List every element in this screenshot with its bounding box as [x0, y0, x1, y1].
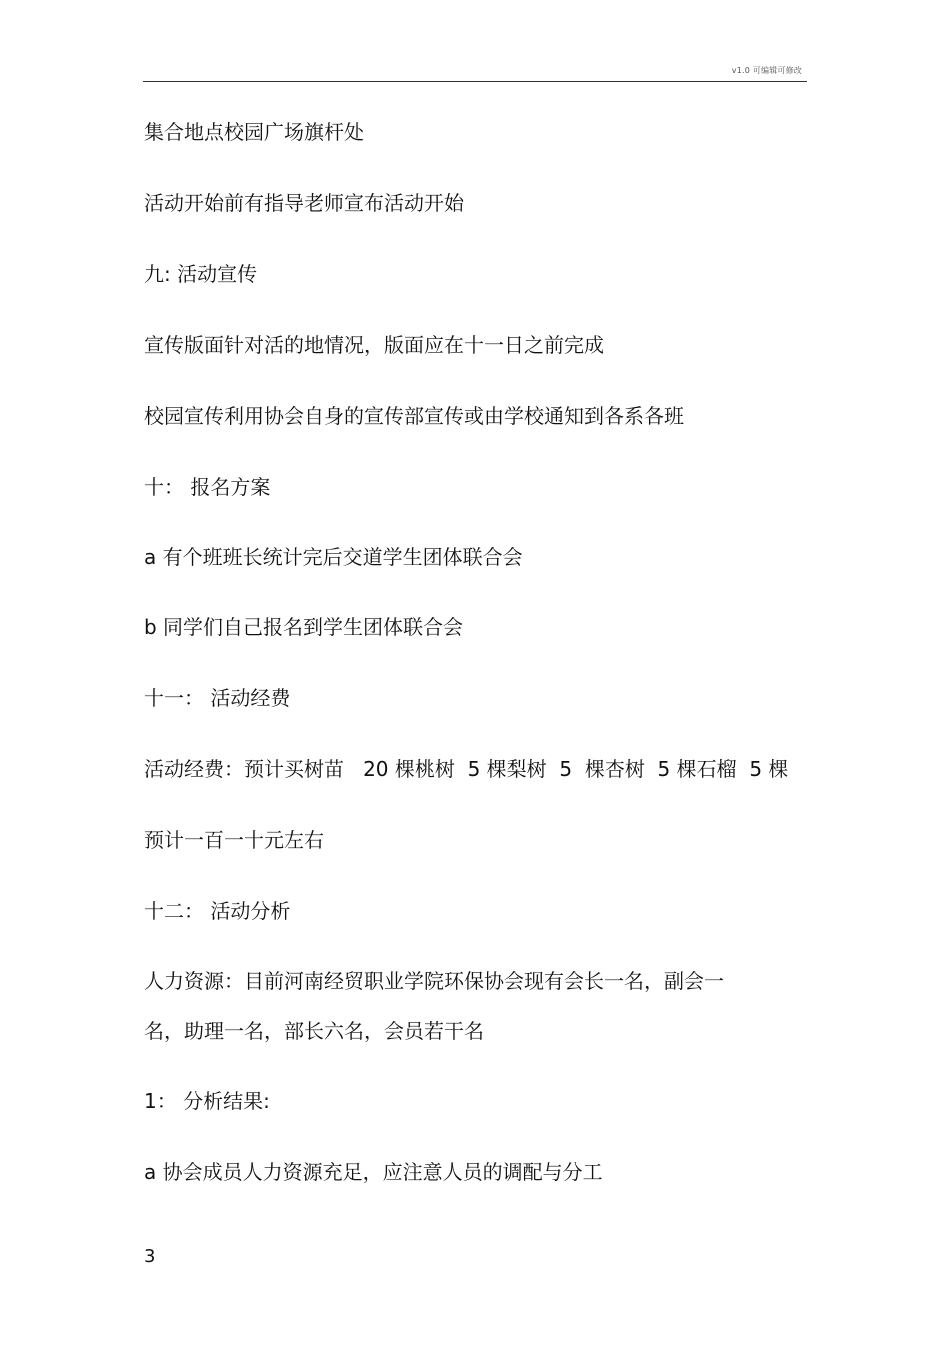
text-line-human-resources-cont: 名，助理一名，部长六名，会员若干名 — [144, 1019, 484, 1043]
text-line-funding-estimate: 预计一百一十元左右 — [144, 828, 324, 852]
text-line-assembly-point: 集合地点校园广场旗杆处 — [144, 120, 364, 144]
subheading-analysis-result: 1： 分析结果: — [144, 1089, 270, 1113]
section-heading-registration: 十： 报名方案 — [144, 475, 271, 499]
text-line-registration-b: b 同学们自己报名到学生团体联合会 — [144, 615, 464, 639]
text-line-campus-publicity: 校园宣传利用协会自身的宣传部宣传或由学校通知到各系各班 — [144, 404, 684, 428]
text-line-analysis-a: a 协会成员人力资源充足，应注意人员的调配与分工 — [144, 1160, 603, 1184]
text-line-registration-a: a 有个班班长统计完后交道学生团体联合会 — [144, 545, 523, 569]
section-heading-funding: 十一： 活动经费 — [144, 686, 291, 710]
header-version-note: v1.0 可编辑可修改 — [731, 66, 802, 75]
header-divider — [143, 81, 807, 82]
page-number: 3 — [144, 1246, 156, 1267]
text-line-publicity-board: 宣传版面针对活的地情况，版面应在十一日之前完成 — [144, 333, 604, 357]
text-line-human-resources: 人力资源：目前河南经贸职业学院环保协会现有会长一名，副会一 — [144, 969, 724, 993]
section-heading-analysis: 十二： 活动分析 — [144, 899, 291, 923]
text-line-activity-start: 活动开始前有指导老师宣布活动开始 — [144, 191, 464, 215]
text-line-funding-detail: 活动经费：预计买树苗 20 棵桃树 5 棵梨树 5 棵杏树 5 棵石榴 5 棵 — [144, 757, 789, 781]
section-heading-publicity: 九: 活动宣传 — [144, 262, 258, 286]
